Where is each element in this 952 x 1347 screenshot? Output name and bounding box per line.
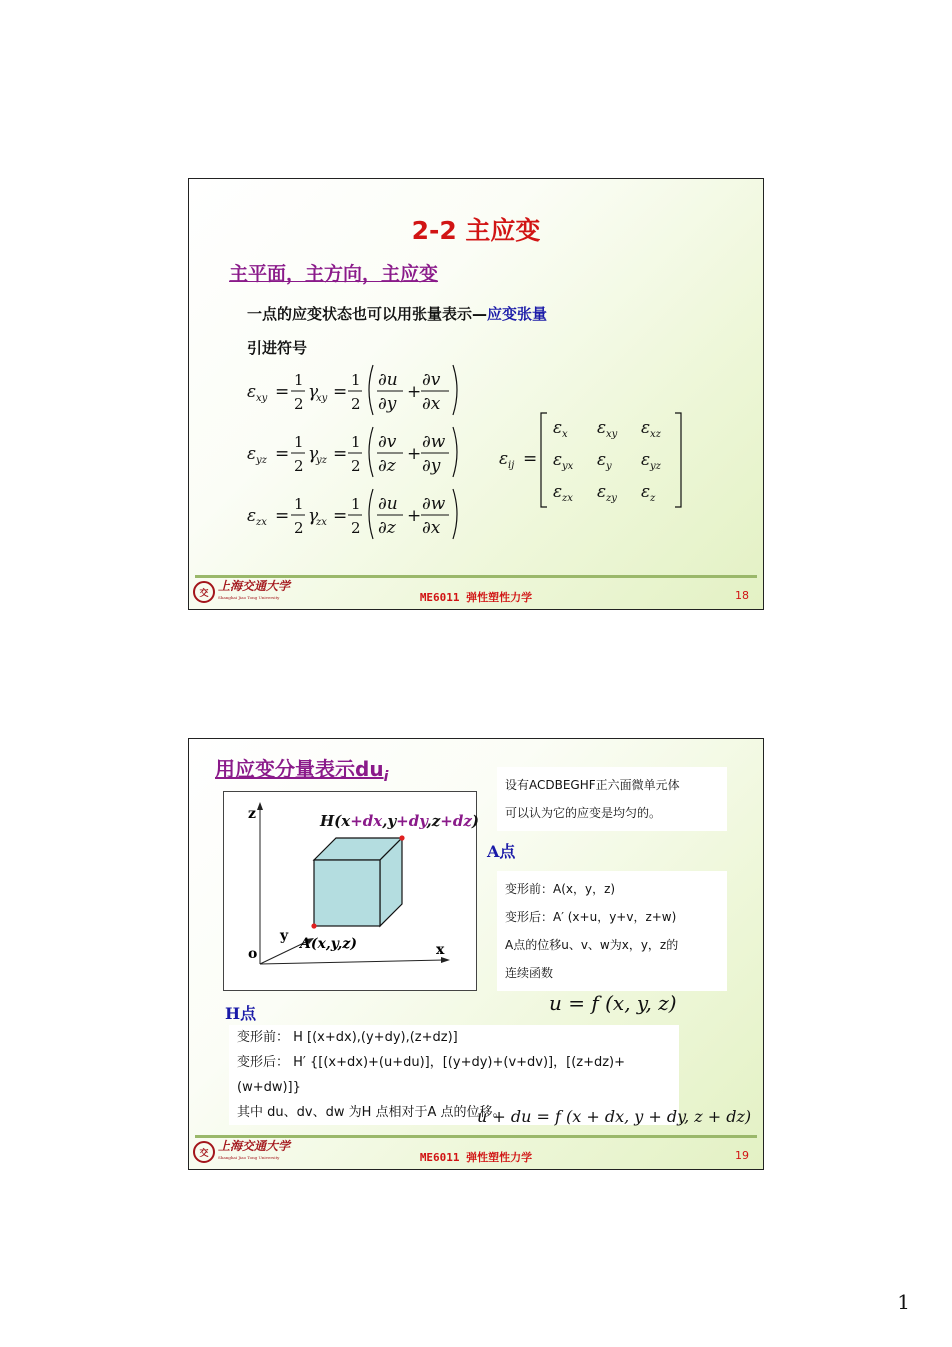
eq-gamma-sub: xy [316, 393, 328, 404]
page-number: 1 [897, 1290, 910, 1314]
slide-title: 2-2 主应变 [411, 216, 541, 245]
logo-text: 上海交通大学 [218, 1139, 291, 1153]
matrix-cell-sub: xz [650, 429, 661, 440]
slide-number: 19 [735, 1149, 749, 1162]
y-axis-label: y [280, 928, 289, 944]
course-name: ME6011 弹性塑性力学 [419, 1151, 533, 1164]
frac-numerator: 1 [294, 495, 304, 513]
eq-plus: + [407, 444, 422, 464]
eq-gamma: γ [308, 444, 319, 464]
title-subscript: i [383, 769, 389, 785]
matrix-cell: ε [553, 418, 563, 438]
eq-equals: = [275, 382, 290, 402]
matrix-cell-sub: z [650, 493, 656, 504]
footer-divider [195, 575, 757, 578]
matrix-cell-sub: zy [606, 493, 617, 504]
intro-highlight: 应变张量 [487, 305, 548, 323]
deriv-denominator: ∂x [422, 518, 441, 538]
intro-text: 一点的应变状态也可以用张量表示— [247, 305, 488, 323]
matrix-right-bracket [675, 413, 681, 507]
note-line: 变形前：A(x，y，z) [505, 882, 616, 896]
note-line: 变形后：A′ (x+u，y+v，z+w) [505, 910, 677, 924]
eq-gamma-sub: yz [316, 455, 327, 466]
point-a-note [497, 871, 727, 991]
deriv-denominator: ∂x [422, 394, 441, 414]
strain-equation [247, 427, 457, 477]
course-name: ME6011 弹性塑性力学 [419, 591, 533, 604]
frac-denominator: 2 [351, 457, 361, 475]
matrix-cell: ε [641, 418, 651, 438]
matrix-equals: = [523, 449, 538, 469]
matrix-cell: ε [597, 418, 607, 438]
deriv-numerator: ∂u [378, 370, 398, 390]
eq-lhs-sub: xy [256, 393, 268, 404]
eq-equals: = [333, 506, 348, 526]
matrix-cell: ε [553, 482, 563, 502]
matrix-cell: ε [553, 450, 563, 470]
matrix-cell: ε [597, 450, 607, 470]
deriv-numerator: ∂w [422, 494, 446, 514]
frac-numerator: 1 [351, 495, 361, 513]
deriv-numerator: ∂u [378, 494, 398, 514]
right-paren [453, 489, 457, 539]
point-a-label: A(x,y,z) [300, 936, 357, 952]
strain-equations [247, 359, 487, 549]
matrix-cell: ε [597, 482, 607, 502]
logo-subtext: Shanghai Jiao Tong University [218, 1155, 280, 1160]
note-line: 设有ACDBEGHF正六面微单元体 [505, 778, 680, 792]
seal-icon: 交 [193, 1141, 215, 1163]
frac-numerator: 1 [294, 371, 304, 389]
strain-tensor-matrix [499, 411, 689, 511]
frac-denominator: 2 [351, 519, 361, 537]
right-paren [453, 427, 457, 477]
matrix-cell: ε [641, 482, 651, 502]
point-h-label: H(x+dx,y+dy,z+dz) [320, 812, 479, 830]
frac-denominator: 2 [351, 395, 361, 413]
matrix-cell-sub: zx [562, 493, 573, 504]
eq-gamma-sub: zx [316, 517, 327, 528]
eq-equals: = [275, 506, 290, 526]
footer-divider [195, 1135, 757, 1138]
cube-diagram [224, 792, 479, 990]
frac-numerator: 1 [351, 371, 361, 389]
eq-gamma: γ [308, 382, 319, 402]
frac-denominator: 2 [294, 519, 304, 537]
frac-denominator: 2 [294, 457, 304, 475]
frac-denominator: 2 [294, 395, 304, 413]
du-function-equation: u + du = f (x + dx, y + dy, z + dz) [477, 1107, 752, 1126]
eq-lhs: ε [247, 444, 257, 464]
point-h-marker [399, 835, 404, 840]
matrix-cell-sub: y [606, 461, 612, 472]
cube-front-face [314, 860, 380, 926]
eq-equals: = [275, 444, 290, 464]
deriv-denominator: ∂y [378, 394, 397, 414]
slide-19 [188, 738, 764, 1170]
z-axis-label: z [248, 806, 256, 822]
element-note [497, 767, 727, 831]
slide-title [215, 753, 388, 785]
deriv-numerator: ∂w [422, 432, 446, 452]
left-paren [369, 489, 373, 539]
matrix-cell-sub: xy [606, 429, 618, 440]
slide-number: 18 [735, 589, 749, 602]
logo-subtext: Shanghai Jiao Tong University [218, 595, 280, 600]
strain-equation [247, 489, 457, 539]
right-paren [453, 365, 457, 415]
point-h-heading: H点 [225, 1004, 257, 1023]
left-paren [369, 427, 373, 477]
deriv-denominator: ∂z [378, 456, 396, 476]
eq-lhs: ε [247, 382, 257, 402]
deriv-denominator: ∂y [422, 456, 441, 476]
note-line: 其中 du、dv、dw 为H 点相对于A 点的位移。 [237, 1105, 506, 1120]
u-function-equation: u = f (x, y, z) [549, 991, 677, 1015]
eq-lhs-sub: zx [256, 517, 267, 528]
matrix-cell-sub: x [562, 429, 568, 440]
eq-equals: = [333, 444, 348, 464]
note-line: A点的位移u、v、w为x，y，z的 [505, 938, 679, 952]
notation-line: 引进符号 [247, 339, 308, 357]
origin-label: o [248, 946, 258, 962]
note-line: 变形前： H [(x+dx),(y+dy),(z+dz)] [237, 1030, 458, 1045]
element-figure [223, 791, 477, 991]
x-axis-label: x [436, 942, 445, 958]
eq-plus: + [407, 506, 422, 526]
seal-icon: 交 [193, 581, 215, 603]
strain-equation [247, 365, 457, 415]
eq-plus: + [407, 382, 422, 402]
slide-subtitle: 主平面，主方向，主应变 [229, 263, 439, 285]
intro-line [247, 303, 547, 324]
matrix-cell-sub: yx [562, 461, 574, 472]
eq-equals: = [333, 382, 348, 402]
deriv-numerator: ∂v [378, 432, 397, 452]
title-text: 用应变分量表示du [215, 757, 384, 781]
eq-lhs: ε [247, 506, 257, 526]
deriv-denominator: ∂z [378, 518, 396, 538]
eq-lhs-sub: yz [256, 455, 267, 466]
x-axis [260, 960, 444, 964]
frac-numerator: 1 [351, 433, 361, 451]
left-paren [369, 365, 373, 415]
note-line: 可以认为它的应变是均匀的。 [505, 806, 662, 820]
point-a-heading: A点 [487, 842, 516, 861]
note-line: 变形后： H′ {[(x+dx)+(u+du)]，[(y+dy)+(v+dv)]，[(z+dz)+(w+dw)]} [237, 1055, 626, 1095]
matrix-cell: ε [641, 450, 651, 470]
z-axis-arrow-icon [257, 802, 263, 810]
note-line: 连续函数 [505, 966, 554, 980]
matrix-left-bracket [541, 413, 547, 507]
matrix-lhs: ε [499, 449, 509, 469]
eq-gamma: γ [308, 506, 319, 526]
point-a-marker [311, 923, 316, 928]
deriv-numerator: ∂v [422, 370, 441, 390]
matrix-cell-sub: yz [650, 461, 661, 472]
logo-text: 上海交通大学 [218, 579, 291, 593]
frac-numerator: 1 [294, 433, 304, 451]
slide-18 [188, 178, 764, 610]
matrix-lhs-sub: ij [508, 460, 515, 471]
